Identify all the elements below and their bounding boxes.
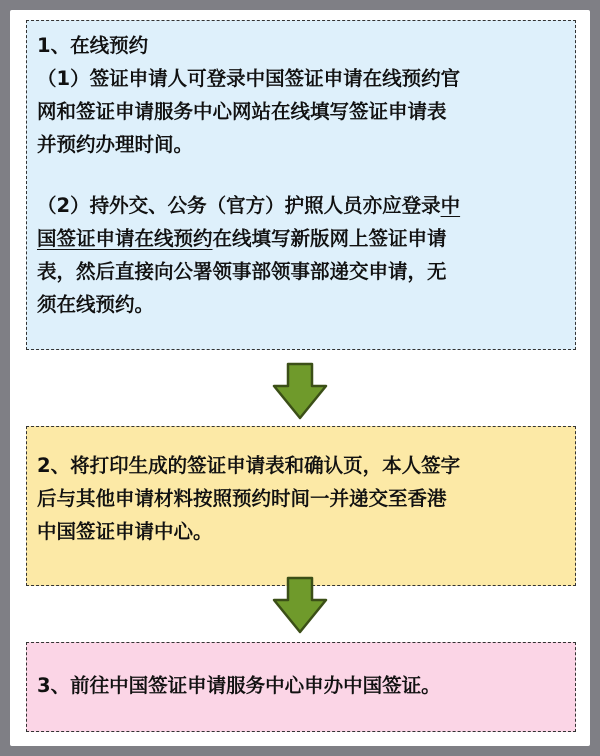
step-1-para1-line: （1）签证申请人可登录中国签证申请在线预约官 — [37, 67, 461, 90]
online-booking-link[interactable]: 国签证申请在线预约 — [37, 227, 213, 250]
step-2-line: 后与其他申请材料按照预约时间一并递交至香港 — [37, 487, 447, 510]
step-3-box — [26, 642, 576, 732]
step-3-text: 3、前往中国签证申请服务中心申办中国签证。 — [37, 674, 441, 697]
online-booking-link-start[interactable]: 中 — [440, 194, 461, 217]
down-arrow-icon — [272, 362, 328, 420]
step-1-para2-line — [37, 222, 565, 255]
step-1-para2-line: 须在线预约。 — [37, 293, 155, 316]
step-1-para2-line — [37, 189, 565, 222]
step-2-line: 中国签证申请中心。 — [37, 520, 213, 543]
step-1-para1-line: 并预约办理时间。 — [37, 133, 194, 156]
step-1-heading: 1、在线预约 — [37, 34, 149, 57]
step-1-para1-line: 网和签证申请服务中心网站在线填写签证申请表 — [37, 100, 447, 123]
down-arrow-icon — [272, 576, 328, 634]
step-2-box — [26, 426, 576, 586]
step-1-para2-suffix: 在线填写新版网上签证申请 — [212, 227, 447, 250]
step-1-box — [26, 20, 576, 350]
flowchart-panel — [10, 10, 590, 746]
step-1-para2-prefix: （2）持外交、公务（官方）护照人员亦应登录 — [37, 194, 441, 217]
paragraph-gap — [37, 161, 565, 189]
step-1-para2-line: 表，然后直接向公署领事部领事部递交申请，无 — [37, 260, 447, 283]
step-2-line: 2、将打印生成的签证申请表和确认页，本人签字 — [37, 454, 461, 477]
